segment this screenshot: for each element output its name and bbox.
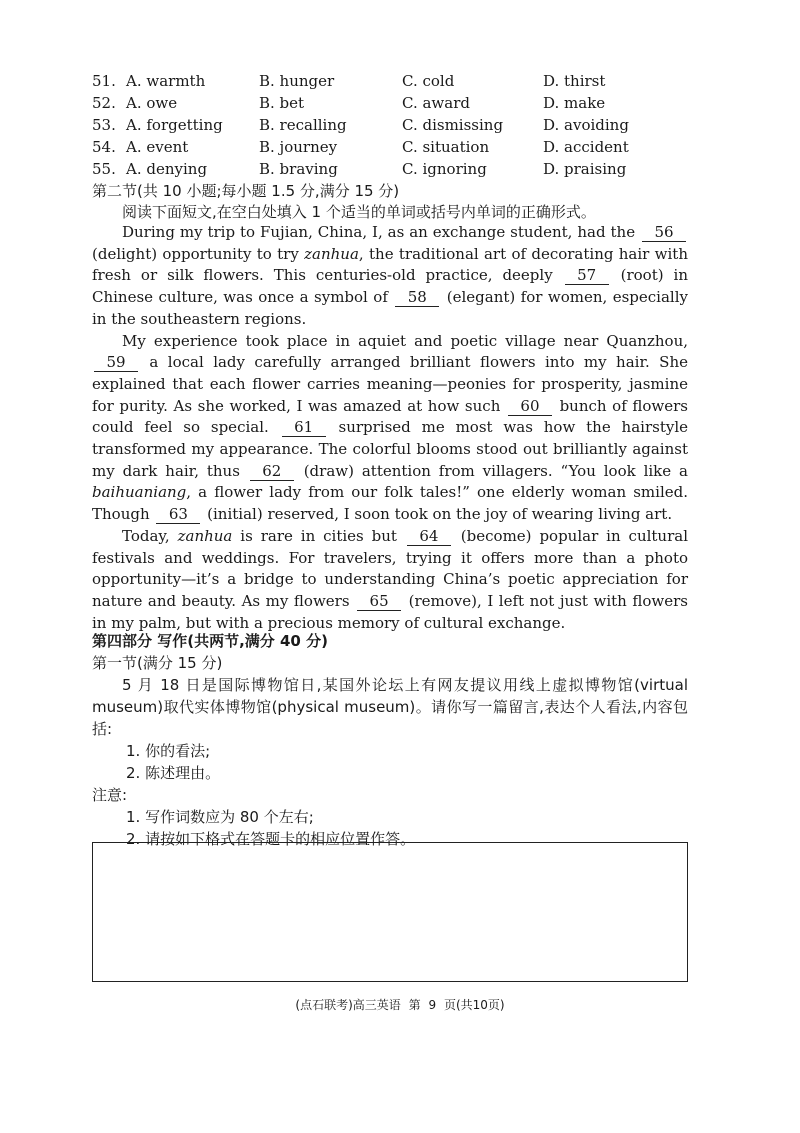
option-b: B. journey [259,138,338,156]
option-a: A. event [126,138,189,156]
passage-text: (remove), I left not just with flowers in my palm, but with a precious memory of cultural exchange. [92,591,688,632]
question-number: 55. [92,160,116,178]
blank-58: 58 [395,289,439,307]
answer-box[interactable] [92,842,688,982]
option-c: C. dismissing [402,116,504,134]
term-zanhua: zanhua [304,244,359,263]
passage-text: (initial) reserved, I soon took on the joy of wearing living art. [202,505,673,524]
passage-text: My experience took place in aquiet and poetic village near Quanzhou, [122,331,688,350]
option-a: A. forgetting [126,116,223,134]
writing-section [92,630,688,850]
option-a: A. warmth [126,72,206,90]
option-d: D. thirst [543,72,606,90]
passage-text: (delight) opportunity to try [92,244,305,263]
page-suffix: 页(共10页) [443,998,505,1012]
passage-text: During my trip to Fujian, China, I, as an exchange student, had the [122,223,640,241]
part4-heading: 第四部分 写作(共两节,满分 40 分) [92,632,328,650]
blank-59: 59 [94,354,138,372]
option-c: C. cold [402,72,455,90]
term-zanhua: zanhua [177,526,233,545]
passage-text: surprised me most was how the hairstyle transformed my appearance. The colorful blooms stood out brilliantly against my dark hair, thus [92,418,689,480]
question-number: 51. [92,72,116,90]
option-c: C. award [402,94,470,112]
option-b: B. braving [259,160,338,178]
option-row [92,70,712,92]
passage-paragraph-1 [92,222,688,331]
blank-64: 64 [407,528,451,546]
blank-65: 65 [357,593,401,611]
part4-subheading: 第一节(满分 15 分) [92,654,223,672]
option-row [92,92,712,114]
blank-63: 63 [156,506,200,524]
option-d: D. accident [543,138,629,156]
note-item: 2. 请按如下格式在答题卡的相应位置作答。 [126,830,416,848]
passage-paragraph-2 [92,331,688,526]
passage-text: (root) in Chinese culture, was once a symbol of [92,266,688,307]
note-label: 注意: [92,786,128,804]
passage-text: (become) popular in cultural festivals and weddings. For travelers, trying it offers more than a photo opportunity—it’s a bridge to understanding China’s poetic appreciation for nature and beauty. As my flowers [92,526,688,610]
prompt-item: 1. 你的看法; [126,742,211,760]
option-d: D. make [543,94,606,112]
blank-56: 56 [642,224,686,242]
option-b: B. bet [259,94,305,112]
blank-62: 62 [250,463,294,481]
option-c: C. ignoring [402,160,487,178]
section2-heading: 第二节(共 10 小题;每小题 1.5 分,满分 15 分) [92,182,400,200]
cloze-passage [92,222,688,634]
option-row [92,114,712,136]
passage-text: bunch of flowers could feel so special. [92,396,688,437]
note-item: 1. 写作词数应为 80 个左右; [126,808,314,826]
page-footer [0,996,800,1013]
option-a: A. owe [126,94,178,112]
passage-paragraph-3 [92,526,688,635]
option-b: B. hunger [259,72,335,90]
blank-60: 60 [508,398,552,416]
option-b: B. recalling [259,116,347,134]
blank-57: 57 [565,267,609,285]
option-d: D. praising [543,160,627,178]
option-row [92,158,712,180]
prompt-item: 2. 陈述理由。 [126,764,221,782]
option-d: D. avoiding [543,116,629,134]
section2-instruction: 阅读下面短文,在空白处填入 1 个适当的单词或括号内单词的正确形式。 [122,203,596,221]
question-number: 53. [92,116,116,134]
option-c: C. situation [402,138,490,156]
passage-text: is rare in cities but [232,526,405,545]
writing-prompt: 5 月 18 日是国际博物馆日,某国外论坛上有网友提议用线上虚拟博物馆(virtual museum)取代实体博物馆(physical museum)。请你写一篇留言,表达个人看法,内容包括: [92,676,688,738]
option-a: A. denying [126,160,208,178]
page-number: 9 [428,998,437,1012]
options-table [92,70,712,180]
term-baihuaniang: baihuaniang [92,483,187,502]
passage-text: (elegant) for women, especially in the southeastern regions. [92,288,688,328]
exam-title: (点石联考)高三英语 [295,998,401,1012]
passage-text: (draw) attention from villagers. “You look like a [295,461,688,480]
question-number: 52. [92,94,116,112]
passage-text: , a flower lady from our folk tales!” one elderly woman smiled. Though [92,483,688,524]
blank-61: 61 [282,419,326,437]
passage-text: , the traditional art of decorating hair with fresh or silk flowers. This centuries-old practice, deeply [92,244,688,285]
passage-text: Today, [122,526,178,545]
passage-text: a local lady carefully arranged brilliant flowers into my hair. She explained that each flower carries meaning—peonies for prosperity, jasmine for purity. As she worked, I was amazed at how such [92,353,688,415]
question-number: 54. [92,138,116,156]
option-row [92,136,712,158]
page-prefix: 第 [408,998,421,1012]
